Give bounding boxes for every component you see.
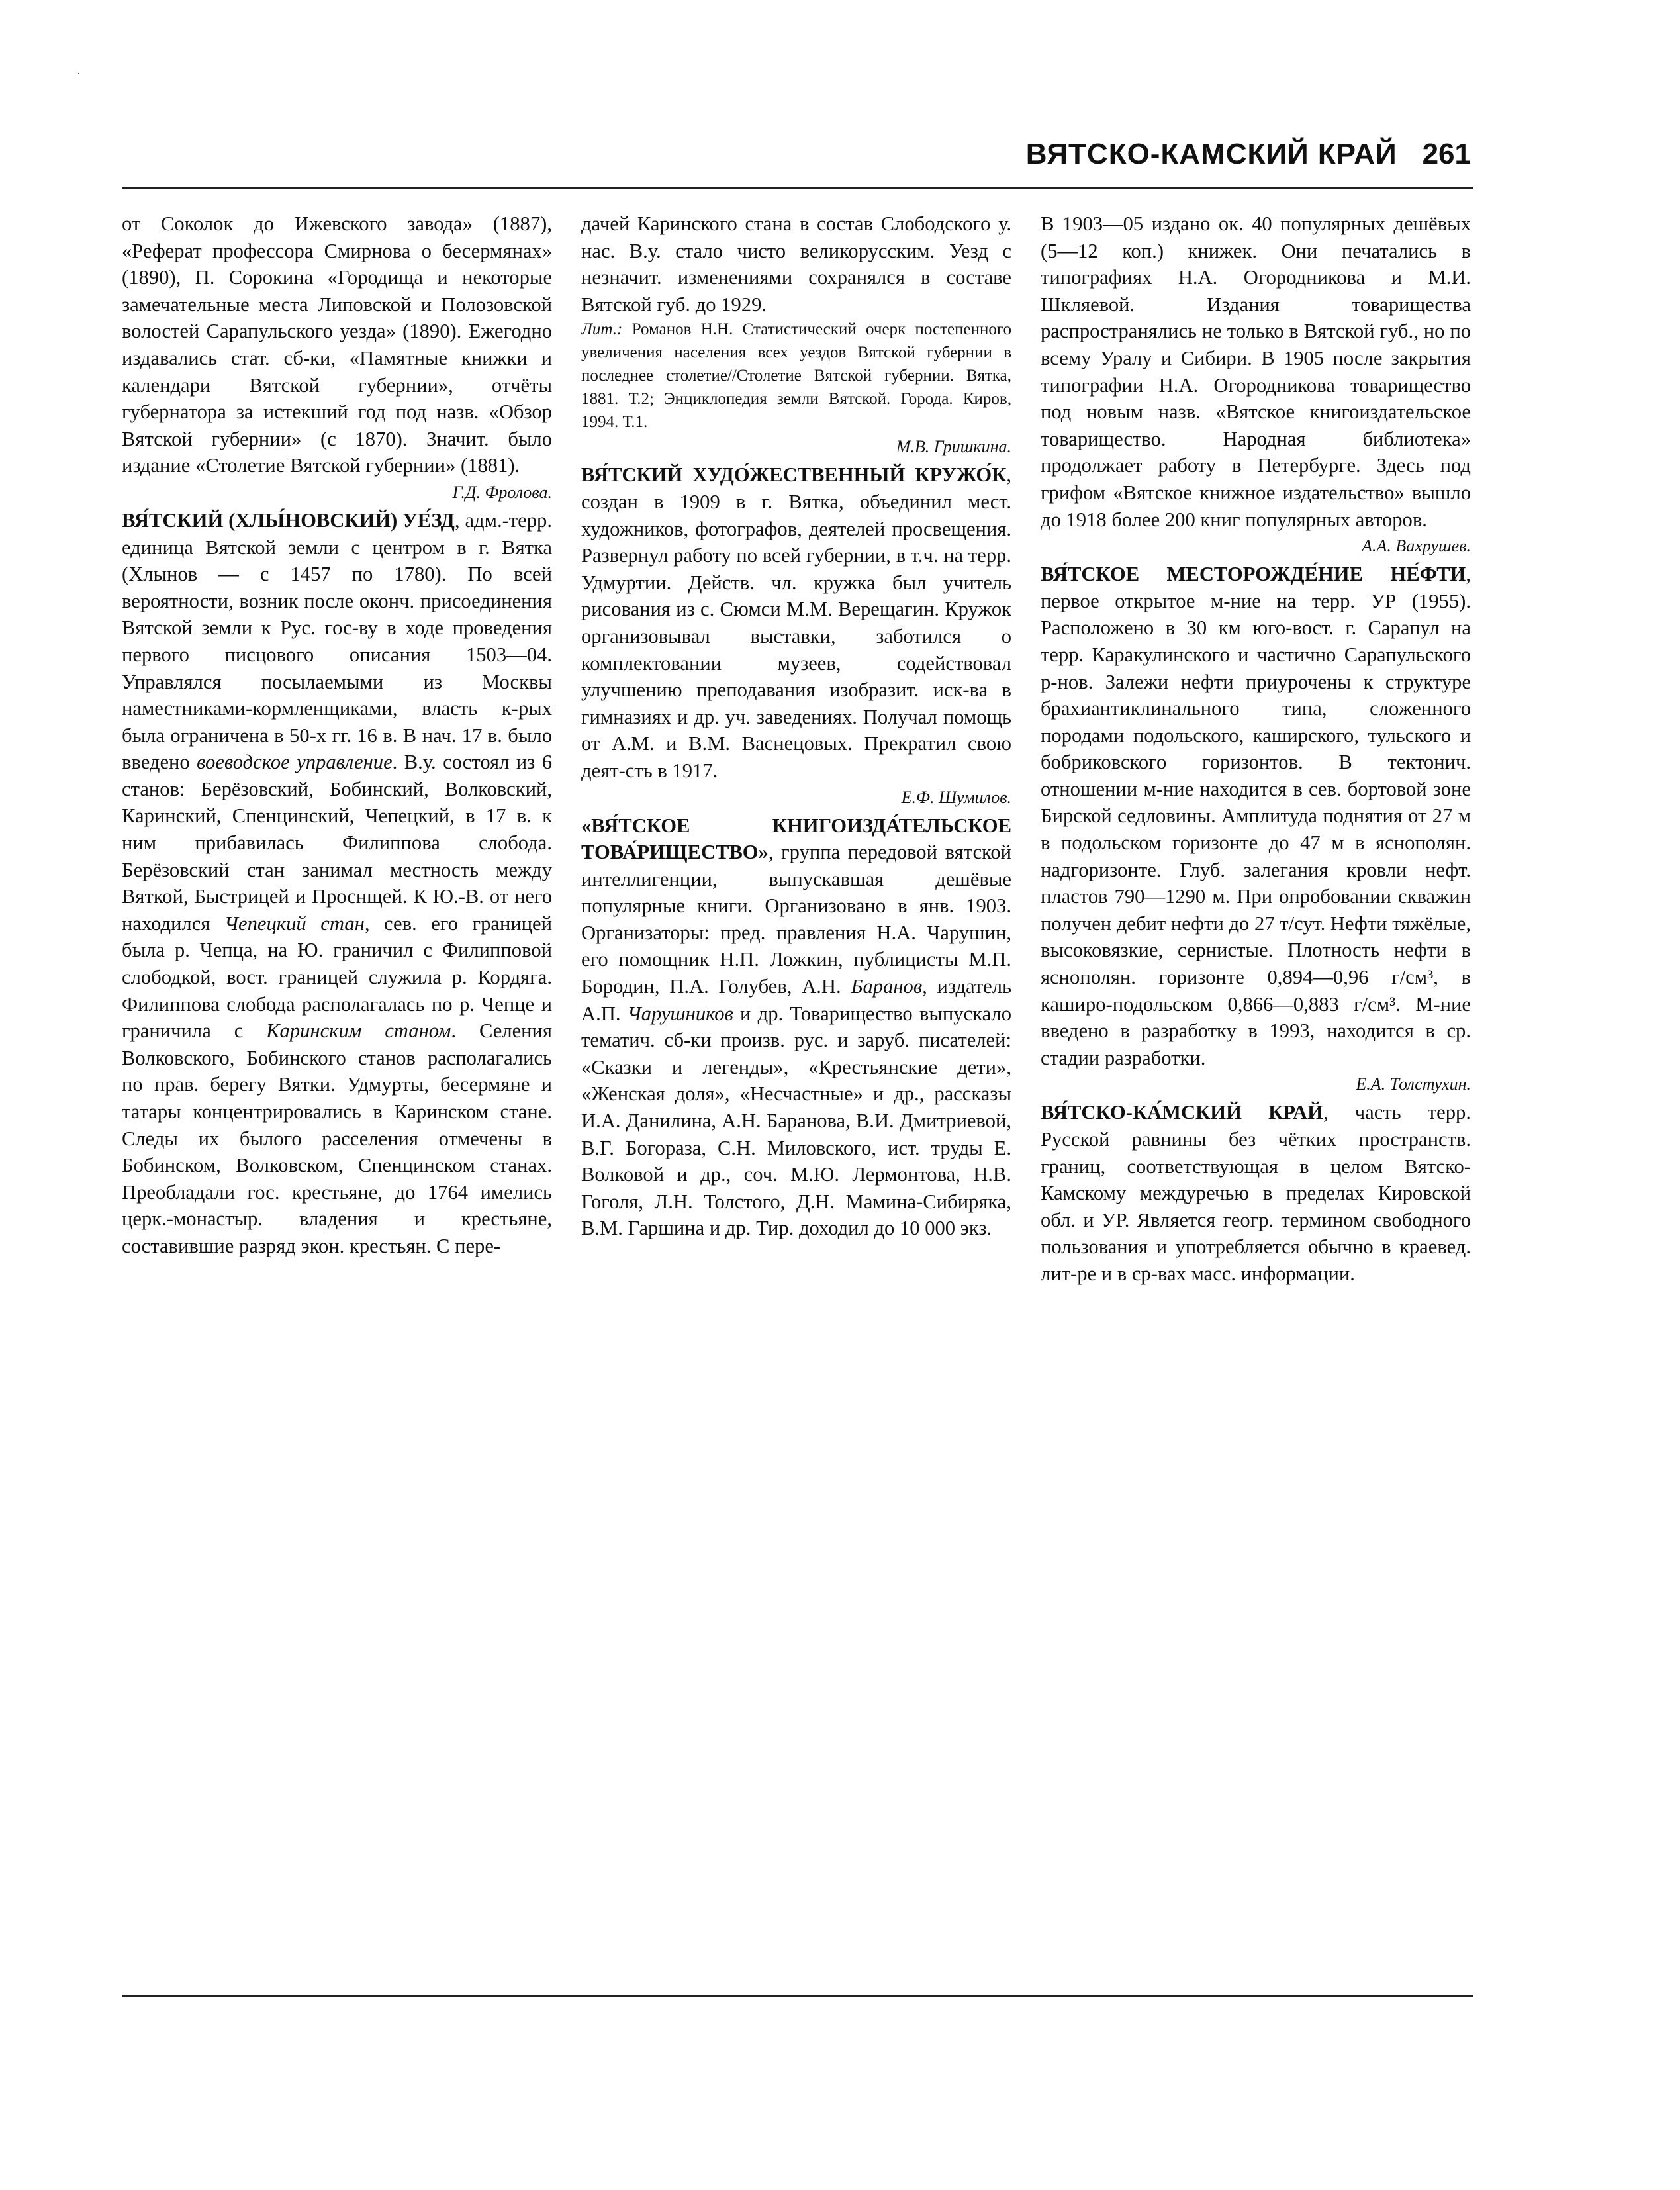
headword: ВЯ́ТСКО-КА́МСКИЙ КРАЙ: [1041, 1101, 1323, 1124]
text: . Селения Волковского, Бобинского станов располагались по прав. берегу Вятки. Удмурты, бесермяне и татары концентрировались в Каринском стане. Следы их былого расселения отмечены в Бобинском, Волковском, Спенцинском станах. Преобладали гос. крестьяне, до 1764 имелись церк.-монастыр. владения и крестьяне, составившие разряд экон. крестьян. С пере-: [122, 1020, 552, 1257]
text: , первое открытое м-ние на терр. УР (1955). Расположено в 30 км юго-вост. г. Сарапул на терр. Каракулинского и частично Сарапульского р-нов. Залежи нефти приурочены к структуре брахиантиклинального типа, сложенного породами подольского, каширского, тульского и бобриковского горизонтов. В тектонич. отношении м-ние находится в сев. бортовой зоне Бирской седловины. Амплитуда поднятия от 27 м в подольском горизонте до 47 м в яснополян. надгоризонте. Глуб. залегания кровли нефт. пластов 790—1290 м. При опробовании скважин получен дебит нефти до 27 т/сут. Нефти тяжёлые, высоковязкие, сернистые. Плотность нефти в яснополян. горизонте 0,894—0,96 г/см³, в каширо-подольском 0,866—0,883 г/см³. М-ние введено в разработку в 1993, находится в ср. стадии разработки.: [1041, 563, 1471, 1069]
text: , сев. его границей была р. Чепца, на Ю. граничил с Филипповой слободкой, вост. границей служила р. Кордяга. Филиппова слобода располагалась по р. Чепце и граничила с: [122, 912, 553, 1043]
article-entry: [1041, 1099, 1471, 1287]
author-signature: Е.А. Толстухин.: [1356, 1074, 1471, 1094]
author-signature: М.В. Гришкина.: [896, 437, 1011, 457]
headword: «ВЯ́ТСКОЕ КНИГОИЗДА́ТЕЛЬСКОЕ ТОВА́РИЩЕСТВО»: [581, 814, 1011, 864]
text: , часть терр. Русской равнины без чётких пространств. границ, соответствующая в целом Вятско-Камскому междуречью в пределах Кировской обл. и УР. Является геогр. термином свободного пользования и употребляется обычно в краевед. лит-ре и в ср-вах масс. информации.: [1041, 1101, 1471, 1285]
text: , группа передовой вятской интеллигенции, выпускавшая дешёвые популярные книги. Организовано в янв. 1903. Организаторы: пред. правления Н.А. Чарушин, его помощник Н.П. Ложкин, публицисты М.П. Бородин, П.А. Голубев, А.Н.: [581, 841, 1011, 998]
article-entry: [122, 507, 552, 1260]
article-entry: [581, 812, 1011, 1243]
text: , издатель А.П.: [581, 975, 1011, 1025]
running-header: [927, 138, 1471, 184]
text: дачей Каринского стана в состав Слободского у. нас. В.у. стало чисто великорусским. Уезд с незначит. изменениями сохранялся в составе Вятской губ. до 1929.: [581, 213, 1011, 316]
header-rule: [122, 187, 1473, 189]
text: В 1903—05 издано ок. 40 популярных дешёвых (5—12 коп.) книжек. Они печатались в типографиях Н.А. Огородникова и М.И. Шкляевой. Издания товарищества распространялись не только в Вятской губ., но по всему Уралу и Сибири. В 1905 после закрытия типографии Н.А. Огородникова товарищество под новым назв. «Вятское книгоиздательское товарищество. Народная библиотека» продолжает работу в Петербурге. Здесь под грифом «Вятское книжное издательство» вышло до 1918 более 200 книг популярных авторов.: [1041, 213, 1471, 531]
paragraph: [581, 211, 1011, 318]
text: , адм.-терр. единица Вятской земли с центром в г. Вятка (Хлынов — с 1457 по 1780). По всей вероятности, возник после оконч. присоединения Вятской земли к Рус. гос-ву в ходе проведения первого писцового описания 1503—04. Управлялся посылаемыми из Москвы наместниками-кормленщиками, власть к-рых была ограничена в 50-х гг. 16 в. В нач. 17 в. было введено: [122, 508, 552, 774]
footer-rule: [122, 1995, 1473, 1997]
article-entry: [1041, 561, 1471, 1071]
headword: ВЯ́ТСКИЙ (ХЛЫ́НОВСКИЙ) УЕ́ЗД: [122, 508, 455, 532]
italic-term: воеводское управление: [197, 751, 393, 774]
headword: ВЯ́ТСКОЕ МЕСТОРОЖДЕ́НИЕ НЕ́ФТИ: [1041, 563, 1466, 586]
headword: ВЯ́ТСКИЙ ХУДО́ЖЕСТВЕННЫЙ КРУЖО́К: [581, 463, 1007, 487]
italic-term: Чепецкий стан: [224, 912, 365, 935]
italic-term: Чарушников: [627, 1002, 733, 1025]
text: Романов Н.Н. Статистический очерк постепенного увеличения населения всех уездов Вятской губернии в последнее столетие//Столетие Вятской губернии. Вятка, 1881. Т.2; Энциклопедия земли Вятской. Города. Киров, 1994. Т.1.: [581, 320, 1011, 432]
page-number: 261: [1422, 138, 1471, 170]
literature-references: [581, 318, 1011, 434]
article-entry: [581, 461, 1011, 784]
paragraph: [122, 211, 552, 479]
author-signature: Г.Д. Фролова.: [452, 482, 552, 502]
column-1: [122, 211, 552, 1260]
column-3: [1041, 211, 1471, 1288]
italic-term: Каринским станом: [266, 1020, 451, 1043]
text: . В.у. состоял из 6 станов: Берёзовский, Бобинский, Волковский, Каринский, Спенцинский, Чепецкий, в 17 в. к ним прибавилась Филиппова слобода. Берёзовский стан занимал местность между Вяткой, Быстрицей и Проснщей. К Ю.-В. от него находился: [122, 751, 552, 935]
author-signature: Е.Ф. Шумилов.: [901, 787, 1011, 807]
column-2: [581, 211, 1011, 1242]
italic-term: Баранов: [851, 975, 923, 998]
text: , создан в 1909 в г. Вятка, объединил мест. художников, фотографов, деятелей просвещения. Развернул работу по всей губернии, в т.ч. на терр. Удмуртии. Действ. чл. кружка был учитель рисования из с. Сюмси М.М. Верещагин. Кружок организовывал выставки, заботился о комплектовании музеев, содействовал улучшению преподавания изобразит. иск-ва в гимназиях и др. уч. заведениях. Получал помощь от А.М. и В.М. Васнецовых. Прекратил свою деят-сть в 1917.: [581, 463, 1011, 782]
paragraph: [1041, 211, 1471, 533]
text: от Соколок до Ижевского завода» (1887), «Реферат профессора Смирнова о бесермянах» (1890), П. Сорокина «Городища и некоторые замечательные места Липовской и Полозовской волостей Сарапульского уезда» (1890). Ежегодно издавались стат. сб-ки, «Памятные книжки и календари Вятской губернии», отчёты губернатора за истекший год под назв. «Обзор Вятской губернии» (с 1870). Значит. было издание «Столетие Вятской губернии» (1881).: [122, 213, 552, 477]
scan-speck: [78, 73, 79, 74]
author-signature: А.А. Вахрушев.: [1362, 536, 1471, 556]
running-title: ВЯТСКО-КАМСКИЙ КРАЙ: [1025, 138, 1397, 170]
literature-label: Лит.:: [581, 320, 623, 339]
text: и др. Товарищество выпускало тематич. сб-ки произв. рус. и заруб. писателей: «Сказки и легенды», «Крестьянские дети», «Женская доля», «Несчастные» и др., рассказы И.А. Данилина, А.Н. Баранова, В.И. Дмитриевой, В.Г. Богораза, С.Н. Миловского, ист. труды Е. Волковой и др., соч. М.Ю. Лермонтова, Н.В. Гоголя, Л.Н. Толстого, Д.Н. Мамина-Сибиряка, В.М. Гаршина и др. Тир. доходил до 10 000 экз.: [581, 1002, 1011, 1240]
